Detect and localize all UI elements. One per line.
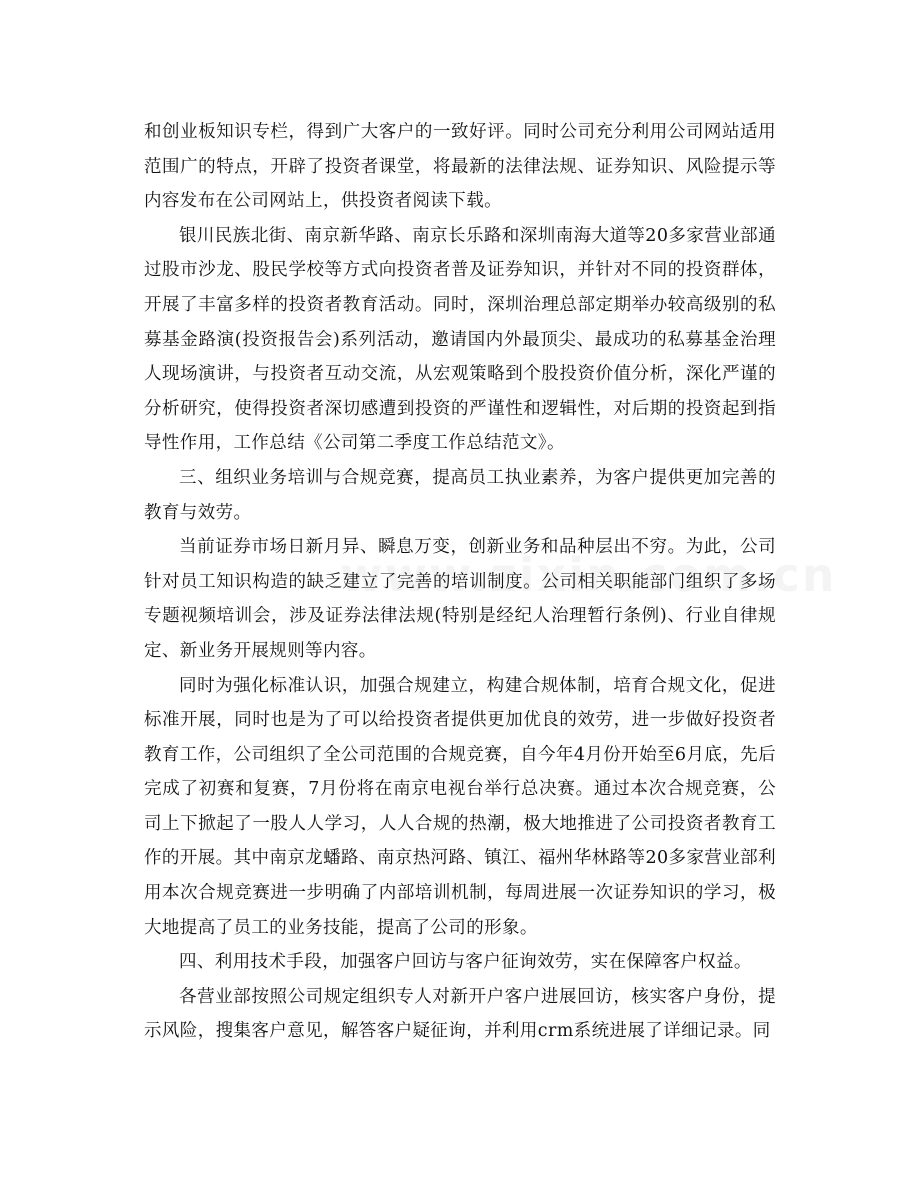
section-heading-3: 三、组织业务培训与合规竞赛，提高员工执业素养，为客户提供更加完善的教育与效劳。 (144, 467, 776, 523)
paragraph-4: 当前证券市场日新月异、瞬息万变，创新业务和品种层出不穷。为此，公司针对员工知识构造的缺乏建立了完善的培训制度。公司相关职能部门组织了多场专题视频培训会，涉及证券法律法规(特别是经纪人治理暂行条例)、行业自律规定、新业务开展规则等内容。 (144, 537, 776, 661)
paragraph-5: 同时为强化标准认识，加强合规建立，构建合规体制，培育合规文化，促进标准开展，同时也是为了可以给投资者提供更加优良的效劳，进一步做好投资者教育工作，公司组织了全公司范围的合规竞赛，自今年4月份开始至6月底，先后完成了初赛和复赛，7月份将在南京电视台举行总决赛。通过本次合规竞赛，公司上下掀起了一股人人学习，人人合规的热潮，极大地推进了公司投资者教育工作的开展。其中南京龙蟠路、南京热河路、镇江、福州华林路等20多家营业部利用本次合规竞赛进一步明确了内部培训机制，每周进展一次证券知识的学习，极大地提高了员工的业务技能，提高了公司的形象。 (144, 675, 776, 938)
paragraph-7: 各营业部按照公司规定组织专人对新开户客户进展回访，核实客户身份，提示风险，搜集客户意见，解答客户疑征询，并利用crm系统进展了详细记录。同 (144, 986, 776, 1042)
paragraph-2: 银川民族北街、南京新华路、南京长乐路和深圳南海大道等20多家营业部通过股市沙龙、股民学校等方式向投资者普及证券知识，并针对不同的投资群体，开展了丰富多样的投资者教育活动。同时，深圳治理总部定期举办较高级别的私募基金路演(投资报告会)系列活动，邀请国内外最顶尖、最成功的私募基金治理人现场演讲，与投资者互动交流，从宏观策略到个股投资价值分析，深化严谨的分析研究，使得投资者深切感遭到投资的严谨性和逻辑性，对后期的投资起到指导性作用，工作总结《公司第二季度工作总结范文》。 (144, 225, 776, 454)
document-body (144, 115, 776, 1049)
paragraph-1: 和创业板知识专栏，得到广大客户的一致好评。同时公司充分利用公司网站适用范围广的特点，开辟了投资者课堂，将最新的法律法规、证券知识、风险提示等内容发布在公司网站上，供投资者阅读下载。 (144, 122, 776, 212)
section-heading-4: 四、利用技术手段，加强客户回访与客户征询效劳，实在保障客户权益。 (179, 952, 752, 973)
